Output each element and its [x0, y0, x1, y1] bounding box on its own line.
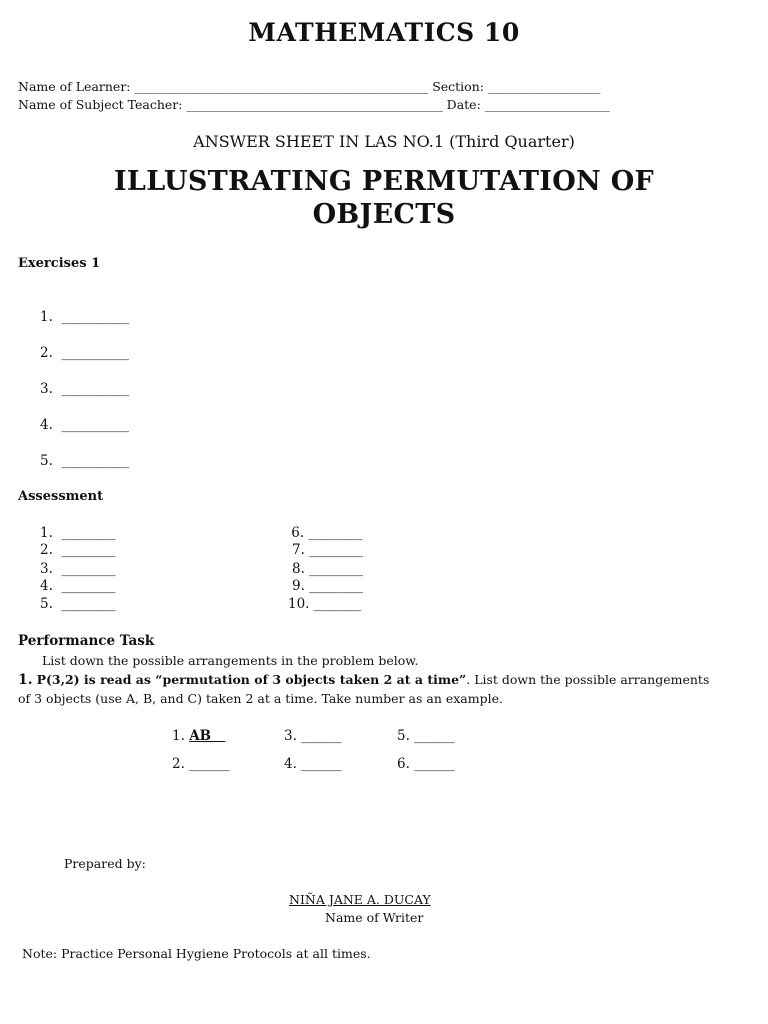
answer-sheet-subtitle: ANSWER SHEET IN LAS NO.1 (Third Quarter) [193, 132, 575, 151]
performance-problem-line1 [18, 672, 709, 688]
performance-instruction: List down the possible arrangements in the problem below. [42, 653, 419, 668]
answer-5: 5. ______ [397, 728, 455, 744]
performance-task-label: Performance Task [18, 633, 155, 649]
answer-1-value: AB [189, 728, 226, 744]
assessment-item-1: 1. ________ [40, 525, 116, 541]
exercise-item-4: 4. __________ [40, 417, 129, 433]
assessment-item-8: 8. ________ [292, 561, 364, 577]
assessment-item-3: 3. ________ [40, 561, 116, 577]
problem-rest-text: . List down the possible arrangements [466, 672, 710, 687]
lesson-heading-line1: ILLUSTRATING PERMUTATION OF [114, 166, 654, 197]
assessment-item-5: 5. ________ [40, 596, 116, 612]
exercise-item-2: 2. __________ [40, 345, 129, 361]
learner-section-line: Name of Learner: _______________________________________________ Section: __________________ [18, 79, 601, 94]
performance-problem-line2: of 3 objects (use A, B, and C) taken 2 at a time. Take number as an example. [18, 691, 503, 706]
exercises-label: Exercises 1 [18, 256, 101, 271]
answer-1-number: 1. [172, 728, 185, 744]
exercise-item-3: 3. __________ [40, 381, 129, 397]
problem-number: 1. [18, 672, 33, 688]
exercise-item-1: 1. __________ [40, 309, 129, 325]
assessment-item-6: 6. ________ [287, 525, 363, 541]
hygiene-note: Note: Practice Personal Hygiene Protocols at all times. [22, 946, 371, 961]
assessment-item-10: 10. _______ [288, 596, 362, 612]
assessment-item-4: 4. ________ [40, 578, 116, 594]
assessment-item-9: 9. ________ [292, 578, 364, 594]
answer-4: 4. ______ [284, 756, 342, 772]
answer-2: 2. ______ [172, 756, 230, 772]
lesson-heading [0, 165, 768, 231]
answer-3: 3. ______ [284, 728, 342, 744]
assessment-label: Assessment [18, 489, 104, 504]
answer-1 [172, 728, 225, 744]
prepared-by-label: Prepared by: [64, 856, 146, 871]
writer-role: Name of Writer [325, 910, 424, 925]
problem-bold-text: P(3,2) is read as “permutation of 3 objects taken 2 at a time” [36, 672, 467, 687]
writer-name: NIÑA JANE A. DUCAY [289, 892, 431, 907]
assessment-item-7: 7. ________ [292, 542, 364, 558]
page-title: MATHEMATICS 10 [248, 18, 520, 47]
lesson-heading-line2: OBJECTS [312, 199, 456, 230]
answer-6: 6. ______ [397, 756, 455, 772]
exercise-item-5: 5. __________ [40, 453, 129, 469]
teacher-date-line: Name of Subject Teacher: _________________________________________ Date: ____________________ [18, 97, 610, 112]
assessment-item-2: 2. ________ [40, 542, 116, 558]
